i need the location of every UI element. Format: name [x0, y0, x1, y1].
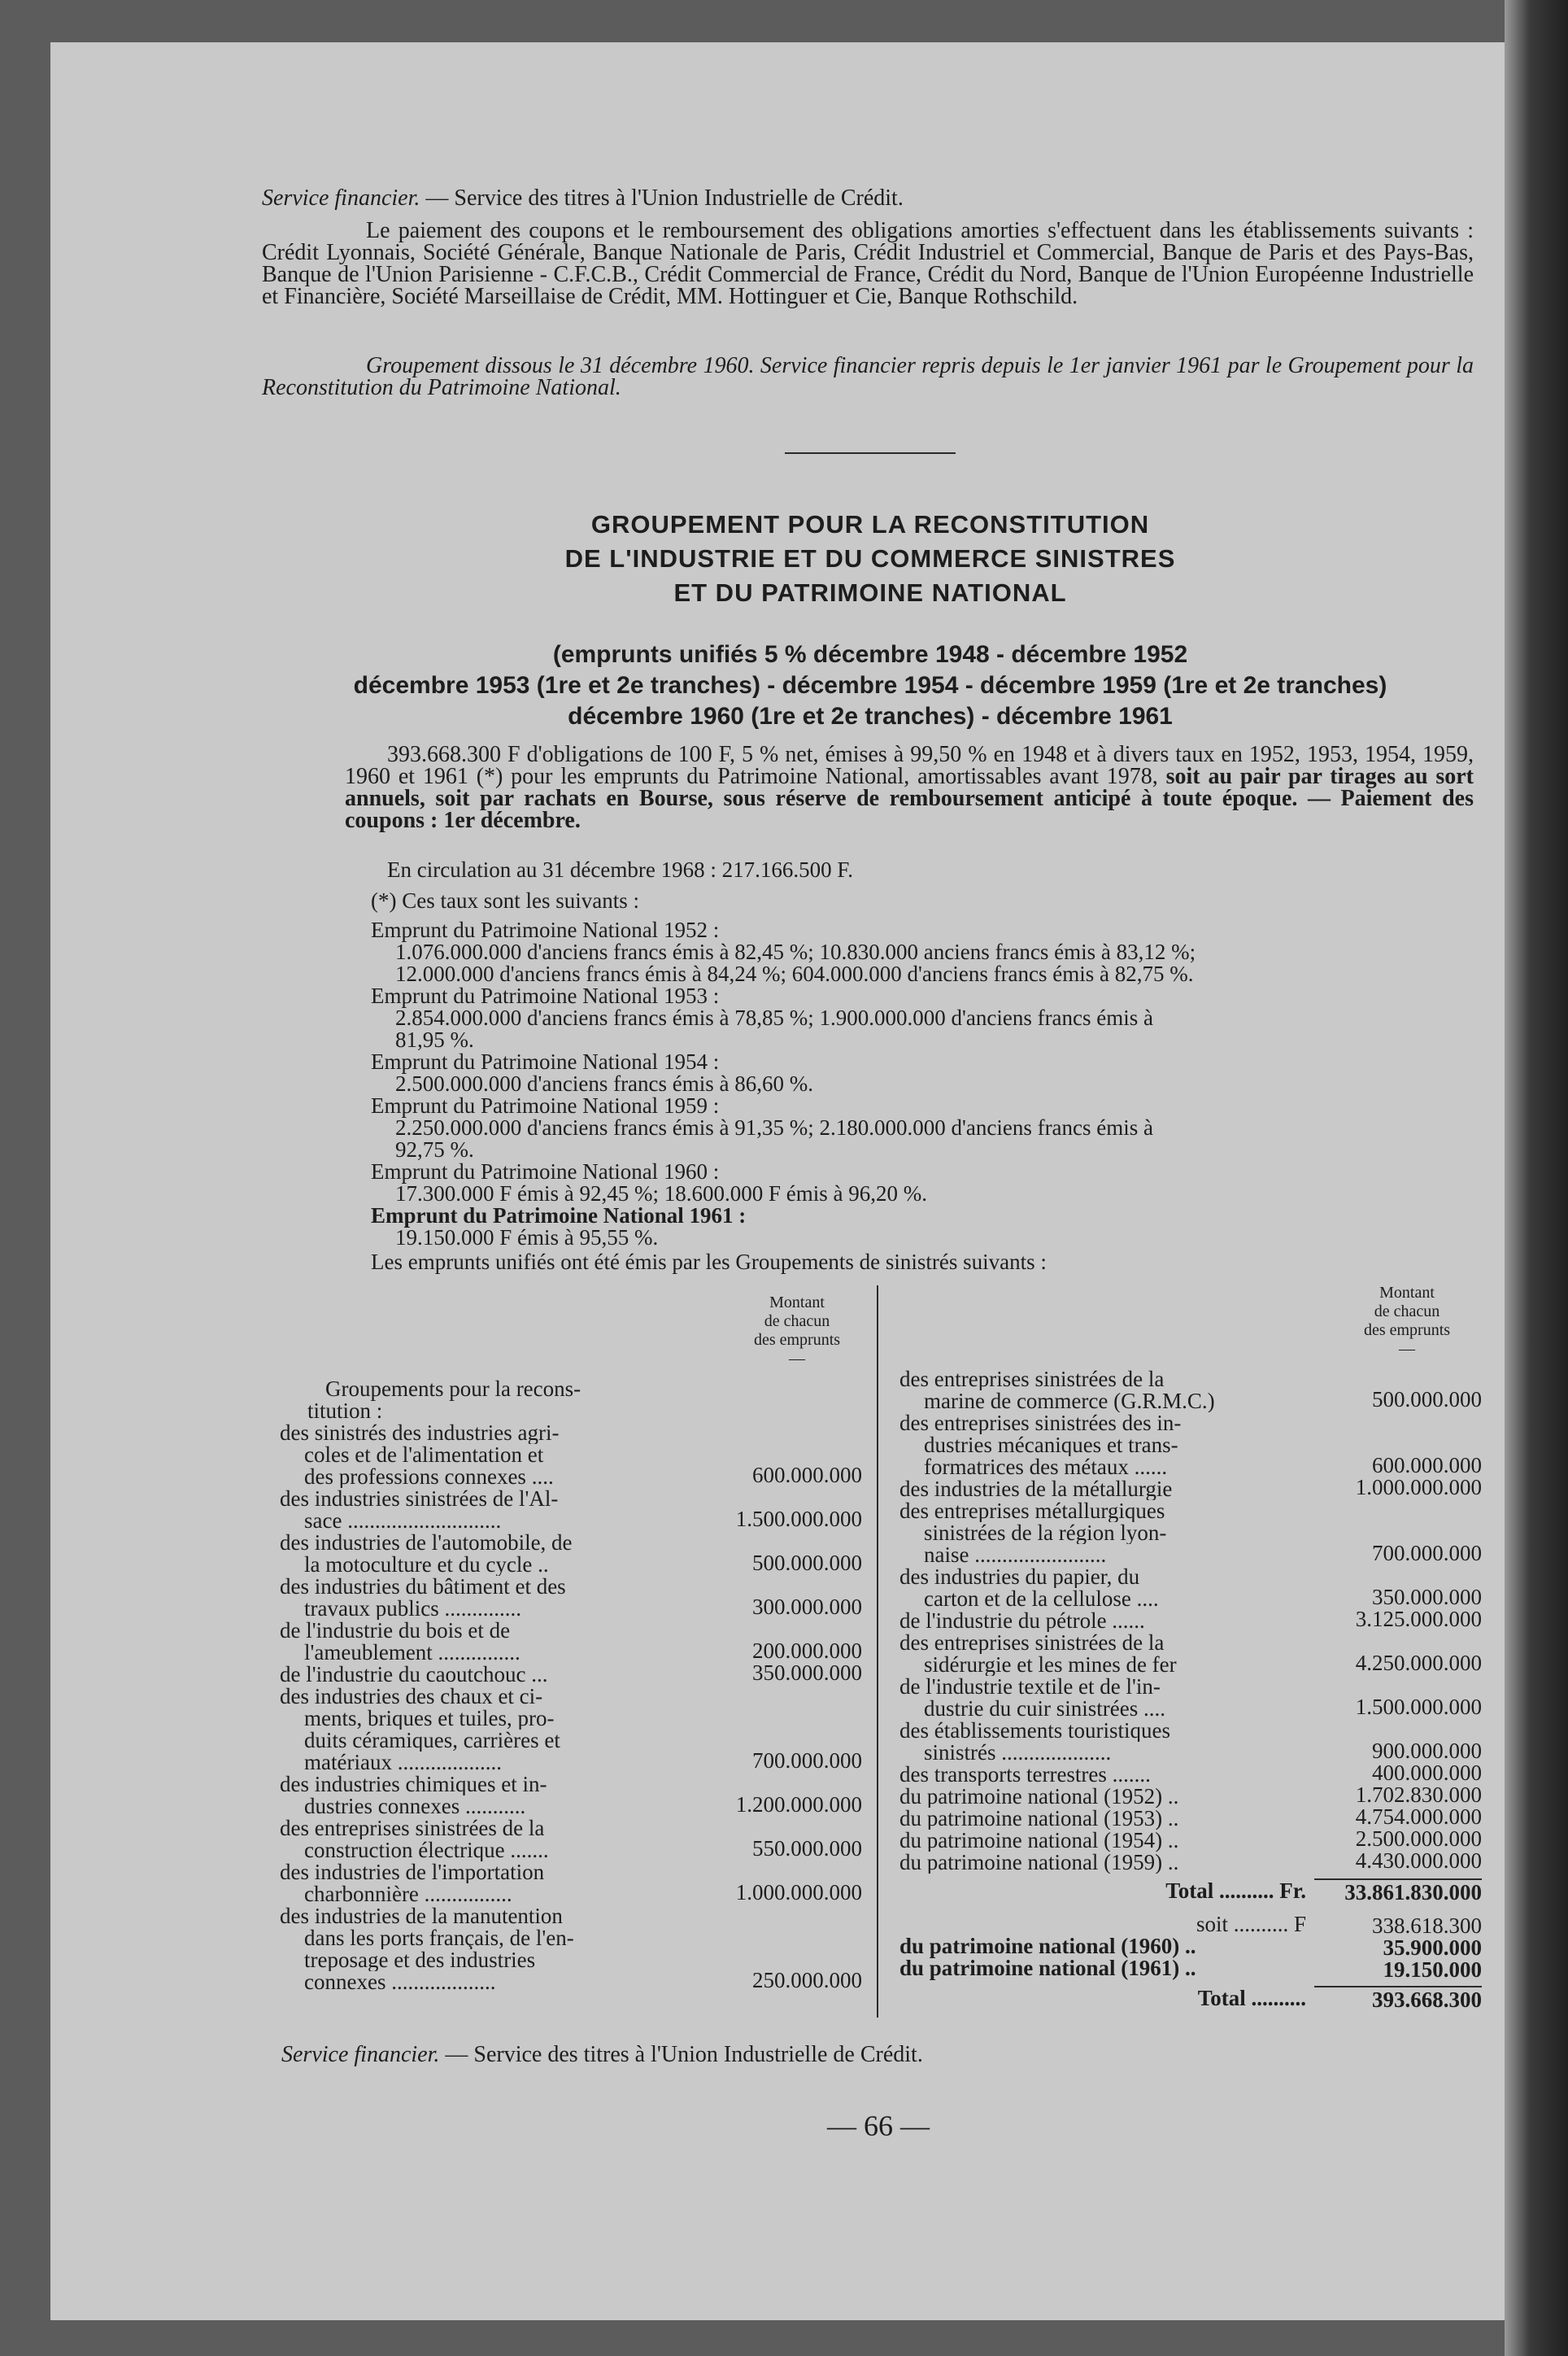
row-label-line: du patrimoine national (1954) ..: [899, 1830, 1179, 1852]
table-row: [899, 1848, 1482, 1874]
column-header-line: —: [1399, 1340, 1415, 1358]
rate-detail: 2.500.000.000 d'anciens francs émis à 86,60 %.: [395, 1071, 814, 1096]
rate-title: Emprunt du Patrimoine National 1953 :: [371, 984, 720, 1008]
row-label-line: des sinistrés des industries agri-: [280, 1422, 560, 1444]
table-row: [899, 1632, 1482, 1676]
total-row: [899, 1986, 1482, 2012]
rate-detail: 2.854.000.000 d'anciens francs émis à 78,85 %; 1.900.000.000 d'anciens francs émis à: [395, 1006, 1154, 1030]
row-amount: 700.000.000: [752, 1748, 862, 1773]
row-label-line: carton et de la cellulose ....: [924, 1588, 1159, 1610]
service-text: — Service des titres à l'Union Industrielle de Crédit.: [420, 185, 904, 211]
row-label-line: du patrimoine national (1953) ..: [899, 1808, 1179, 1830]
column-header-line: Montant: [1379, 1284, 1435, 1302]
column-header-line: des emprunts: [1363, 1321, 1451, 1339]
row-amount: 1.702.830.000: [1355, 1782, 1482, 1807]
heading-line-2: DE L'INDUSTRIE ET DU COMMERCE SINISTRES: [564, 544, 1176, 573]
row-label-line: des industries sinistrées de l'Al-: [280, 1488, 559, 1510]
column-header-line: de chacun: [764, 1312, 830, 1330]
row-label-line: ments, briques et tuiles, pro-: [304, 1708, 555, 1730]
row-label-line: travaux publics ..............: [304, 1598, 521, 1620]
heading-line-1: GROUPEMENT POUR LA RECONSTITUTION: [590, 510, 1150, 539]
row-label-line: de l'industrie du bois et de: [280, 1620, 511, 1642]
subheading-line-3: décembre 1960 (1re et 2e tranches) - décembre 1961: [568, 703, 1173, 730]
row-label-line: des entreprises métallurgiques: [899, 1500, 1165, 1522]
table-row: [899, 1368, 1482, 1412]
row-label-line: l'ameublement ...............: [304, 1642, 520, 1664]
row-label-line: marine de commerce (G.R.M.C.): [924, 1390, 1215, 1412]
dissolution-note: Groupement dissous le 31 décembre 1960. Service financier repris depuis le 1er janvier 1961 par le Groupement pour la Reconstitution du Patrimoine National.: [262, 353, 1474, 400]
row-amount: 1.500.000.000: [735, 1507, 862, 1531]
row-label-line: des entreprises sinistrées des in-: [899, 1412, 1182, 1434]
row-amount: 4.250.000.000: [1355, 1651, 1482, 1675]
row-amount: 350.000.000: [752, 1660, 862, 1685]
column-header-line: des emprunts: [753, 1331, 841, 1349]
row-label-line: des industries de la métallurgie: [899, 1478, 1173, 1500]
row-label-line: matériaux ...................: [304, 1752, 502, 1774]
row-label-line: dans les ports français, de l'en-: [304, 1927, 574, 1949]
table-row: [280, 1576, 865, 1620]
row-amount: 200.000.000: [752, 1638, 862, 1663]
row-label-line: du patrimoine national (1960) ..: [899, 1934, 1196, 1958]
row-label-line: sace ............................: [304, 1510, 502, 1532]
row-amount: 2.500.000.000: [1355, 1826, 1482, 1851]
row-amount: 250.000.000: [752, 1968, 862, 1992]
row-label-line: dustries mécaniques et trans-: [924, 1434, 1178, 1456]
row-label-line: des entreprises sinistrées de la: [899, 1632, 1165, 1654]
left-column-header: Groupements pour la recons-: [325, 1377, 581, 1401]
service-line-top: [262, 187, 1474, 209]
row-label-line: des industries du papier, du: [899, 1566, 1140, 1588]
left-amount-column-header: [724, 1294, 870, 1368]
table-row: [280, 1774, 865, 1817]
rate-detail: 17.300.000 F émis à 92,45 %; 18.600.000 F émis à 96,20 %.: [395, 1181, 927, 1206]
circulation-line: En circulation au 31 décembre 1968 : 217.166.500 F.: [387, 857, 853, 882]
rates-list: [371, 919, 1474, 1249]
subheading-line-2: décembre 1953 (1re et 2e tranches) - décembre 1954 - décembre 1959 (1re et 2e tranches): [353, 672, 1387, 699]
table-row: [899, 1676, 1482, 1720]
row-label-line: des entreprises sinistrées de la: [899, 1368, 1165, 1390]
row-label-line: du patrimoine national (1952) ..: [899, 1786, 1179, 1808]
row-amount: 35.900.000: [1383, 1935, 1482, 1960]
row-amount: 600.000.000: [752, 1463, 862, 1487]
row-label-line: sinistrés ....................: [924, 1742, 1112, 1764]
total-row: [899, 1880, 1482, 1902]
table-row: [280, 1817, 865, 1861]
total-amount: 338.618.300: [1372, 1913, 1482, 1938]
payment-paragraph: Le paiement des coupons et le remboursement des obligations amorties s'effectuent dans les établissements suivants : Crédit Lyonnais, Société Générale, Banque Nationale de Paris, Crédit Industriel et Commercial, Banque de Paris et des Pays-Bas, Banque de l'Union Parisienne - C.F.C.B., Crédit Commercial de France, Crédit du Nord, Banque de l'Union Européenne Industrielle et Financière, Société Marseillaise de Crédit, MM. Hottinguer et Cie, Banque Rothschild.: [262, 218, 1474, 309]
table-intro: Les emprunts unifiés ont été émis par les Groupements de sinistrés suivants :: [371, 1250, 1047, 1274]
row-amount: 300.000.000: [752, 1595, 862, 1619]
row-amount: 550.000.000: [752, 1836, 862, 1861]
rate-detail: 1.076.000.000 d'anciens francs émis à 82,45 %; 10.830.000 anciens francs émis à 83,12 %;: [395, 940, 1196, 964]
row-label-line: des transports terrestres .......: [899, 1764, 1151, 1786]
row-amount: 500.000.000: [752, 1551, 862, 1575]
table-row: [280, 1905, 865, 1993]
row-label-line: de l'industrie textile et de l'in-: [899, 1676, 1161, 1698]
row-label-line: formatrices des métaux ......: [924, 1456, 1168, 1478]
total-label: Total .......... Fr.: [1165, 1878, 1306, 1903]
row-label-line: du patrimoine national (1959) ..: [899, 1852, 1179, 1874]
table-row: [899, 1566, 1482, 1610]
row-label-line: dustrie du cuir sinistrées ....: [924, 1698, 1165, 1720]
bond-description: [345, 744, 1474, 831]
right-table-column: [899, 1368, 1482, 2012]
total-amount: 393.668.300: [1372, 1987, 1482, 2012]
rate-title: Emprunt du Patrimoine National 1960 :: [371, 1159, 720, 1184]
row-amount: 1.000.000.000: [1355, 1475, 1482, 1499]
rate-title: Emprunt du Patrimoine National 1961 :: [371, 1203, 747, 1228]
service-label: Service financier.: [262, 185, 420, 211]
service-line-bottom: [281, 2044, 1420, 2066]
row-amount: 400.000.000: [1372, 1760, 1482, 1785]
table-row: [899, 1934, 1482, 1960]
row-amount: 1.500.000.000: [1355, 1695, 1482, 1719]
footer-service-text: — Service des titres à l'Union Industrielle de Crédit.: [439, 2042, 923, 2067]
row-amount: 500.000.000: [1372, 1387, 1482, 1411]
rate-detail: 12.000.000 d'anciens francs émis à 84,24 %; 604.000.000 d'anciens francs émis à 82,75 %.: [395, 962, 1194, 986]
rate-detail: 2.250.000.000 d'anciens francs émis à 91,35 %; 2.180.000.000 d'anciens francs émis à: [395, 1115, 1154, 1140]
row-label-line: de l'industrie du pétrole ......: [899, 1610, 1145, 1632]
row-label-line: des industries de l'automobile, de: [280, 1532, 573, 1554]
left-table-column: [280, 1378, 865, 1993]
loans-subheading: [244, 639, 1496, 732]
right-amount-column-header: [1334, 1284, 1480, 1359]
row-label-line: construction électrique .......: [304, 1839, 549, 1861]
row-label-line: sinistrées de la région lyon-: [924, 1522, 1167, 1544]
table-row: [899, 1500, 1482, 1566]
row-label-line: sidérurgie et les mines de fer: [924, 1654, 1177, 1676]
table-row: [280, 1660, 865, 1686]
row-amount: 600.000.000: [1372, 1453, 1482, 1477]
total-label: soit .......... F: [1196, 1912, 1306, 1936]
column-header-line: —: [789, 1350, 805, 1368]
row-label-line: des professions connexes ....: [304, 1466, 554, 1488]
rate-detail: 92,75 %.: [395, 1137, 474, 1162]
row-label-line: connexes ...................: [304, 1971, 496, 1993]
row-label-line: de l'industrie du caoutchouc ...: [280, 1664, 548, 1686]
total-row: [899, 1912, 1482, 1938]
row-amount: 700.000.000: [1372, 1541, 1482, 1565]
row-amount: 4.754.000.000: [1355, 1804, 1482, 1829]
table-row: [899, 1412, 1482, 1478]
row-amount: 350.000.000: [1372, 1585, 1482, 1609]
rate-detail: 81,95 %.: [395, 1027, 474, 1052]
table-row: [280, 1422, 865, 1488]
bond-description-text: 393.668.300 F d'obligations de 100 F, 5 % net, émises à 99,50 % en 1948 et à divers taux en 1952, 1953, 1954, 1959, 1960 et 1961 (*) pour les emprunts du Patrimoine National, amortissables avant 1978,: [345, 742, 1474, 789]
heading-line-3: ET DU PATRIMOINE NATIONAL: [673, 578, 1067, 607]
row-amount: 1.000.000.000: [735, 1880, 862, 1904]
row-amount: 900.000.000: [1372, 1739, 1482, 1763]
row-label-line: des établissements touristiques: [899, 1720, 1170, 1742]
row-label-line: des industries de la manutention: [280, 1905, 563, 1927]
total-label: Total ..........: [1197, 1986, 1306, 2010]
row-label-line: duits céramiques, carrières et: [304, 1730, 560, 1752]
row-label-line: des industries de l'importation: [280, 1861, 545, 1883]
group-heading: [244, 508, 1496, 610]
section-divider: [785, 452, 956, 454]
subheading-line-1: (emprunts unifiés 5 % décembre 1948 - décembre 1952: [552, 641, 1188, 668]
row-label-line: des industries des chaux et ci-: [280, 1686, 543, 1708]
table-row: [280, 1488, 865, 1532]
row-label-line: coles et de l'alimentation et: [304, 1444, 544, 1466]
row-label-line: dustries connexes ...........: [304, 1795, 526, 1817]
rates-note-header: (*) Ces taux sont les suivants :: [371, 888, 639, 913]
footer-service-label: Service financier.: [281, 2042, 440, 2067]
rate-detail: 19.150.000 F émis à 95,55 %.: [395, 1225, 659, 1250]
row-label-line: du patrimoine national (1961) ..: [899, 1956, 1196, 1980]
row-label-line: naise ........................: [924, 1544, 1107, 1566]
page-number: — 66 —: [827, 2109, 930, 2142]
rate-title: Emprunt du Patrimoine National 1959 :: [371, 1093, 720, 1118]
row-label-line: des industries chimiques et in-: [280, 1774, 547, 1795]
table-row: [280, 1861, 865, 1905]
rate-title: Emprunt du Patrimoine National 1954 :: [371, 1049, 720, 1074]
table-row: [280, 1686, 865, 1774]
table-column-divider: [877, 1285, 878, 2018]
row-amount: 4.430.000.000: [1355, 1848, 1482, 1873]
column-header-line: Montant: [769, 1294, 825, 1311]
column-header-line: de chacun: [1374, 1302, 1440, 1320]
table-row: [899, 1475, 1482, 1500]
bond-terms-bold: soit au pair par tirages au sort annuels, soit par rachats en Bourse, sous réserve de remboursement anticipé à toute époque. — Paiement des coupons : 1er décembre.: [345, 764, 1474, 833]
left-column-header: titution :: [307, 1398, 383, 1423]
row-amount: 1.200.000.000: [735, 1792, 862, 1817]
row-label-line: des entreprises sinistrées de la: [280, 1817, 545, 1839]
table-row: [899, 1607, 1482, 1632]
row-label-line: la motoculture et du cycle ..: [304, 1554, 549, 1576]
table-row: [899, 1720, 1482, 1764]
row-label-line: treposage et des industries: [304, 1949, 536, 1971]
table-row: [899, 1956, 1482, 1982]
row-label-line: charbonnière ................: [304, 1883, 512, 1905]
table-row: [280, 1532, 865, 1576]
row-amount: 3.125.000.000: [1355, 1607, 1482, 1631]
table-row: [280, 1620, 865, 1664]
rate-title: Emprunt du Patrimoine National 1952 :: [371, 918, 720, 942]
row-amount: 19.150.000: [1383, 1957, 1482, 1982]
row-label-line: des industries du bâtiment et des: [280, 1576, 566, 1598]
total-amount: 33.861.830.000: [1344, 1880, 1482, 1904]
